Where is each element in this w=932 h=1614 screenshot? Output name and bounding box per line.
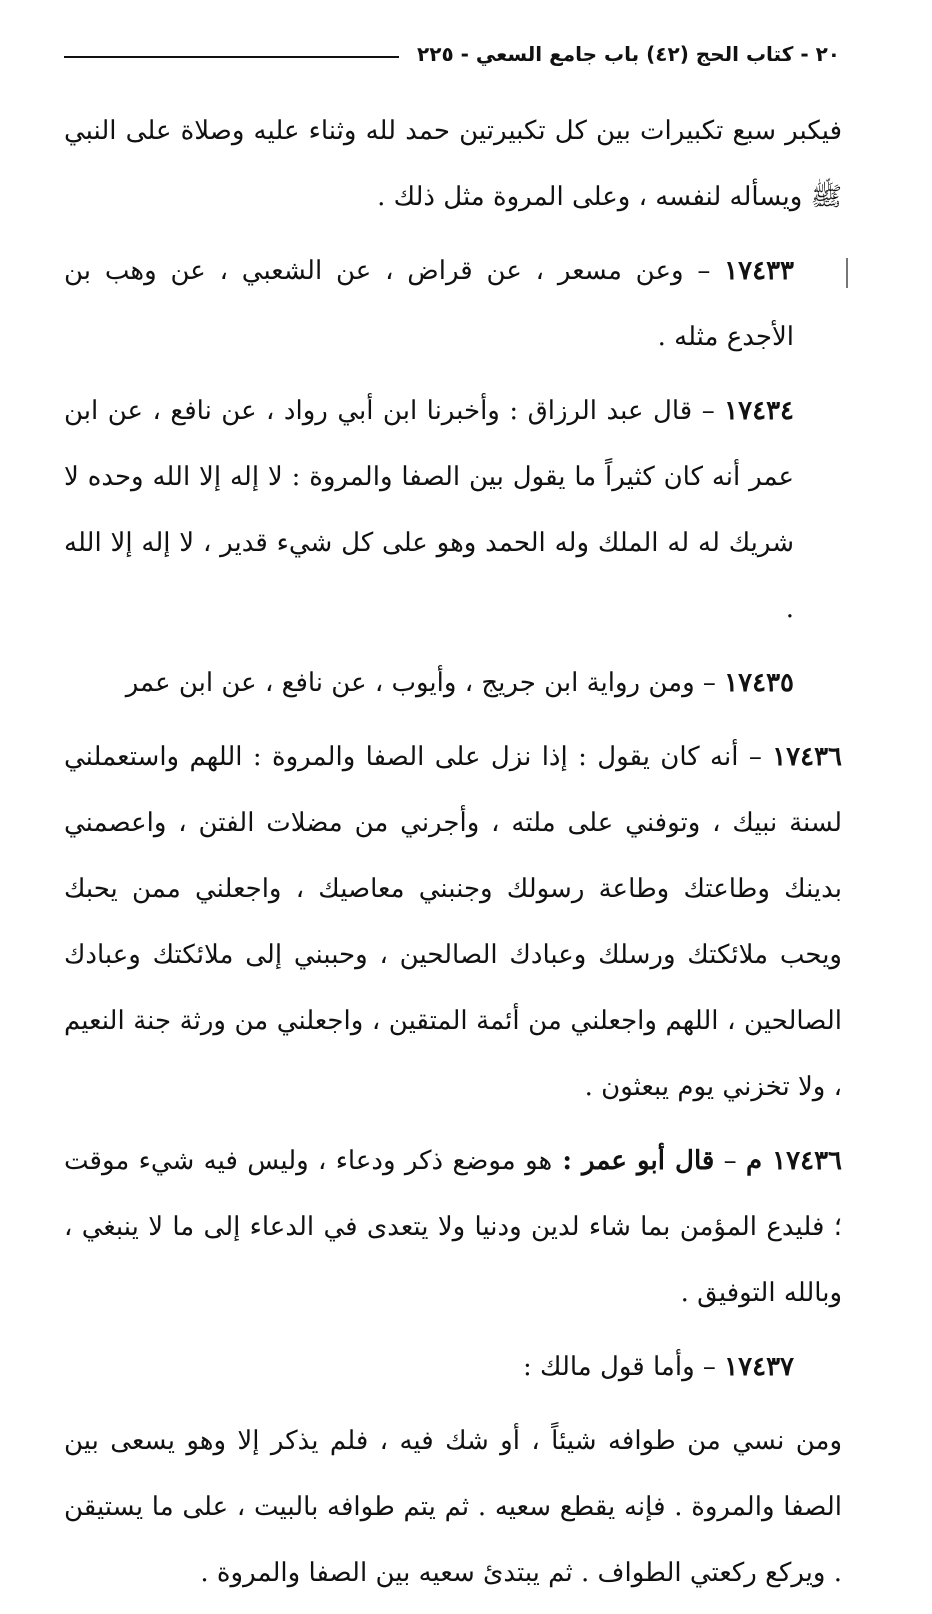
dash: –	[714, 1146, 746, 1176]
paragraph-text: هو موضع ذكر ودعاء ، وليس فيه شيء موقت ؛ فليدع المؤمن بما شاء لدين ودنيا ولا يتعدى في الدعاء إلى ما لا ينبغي ، وبالله التوفيق .	[64, 1146, 842, 1308]
paragraph-text: وعن مسعر ، عن قراض ، عن الشعبي ، عن وهب بن الأجدع مثله .	[64, 256, 794, 352]
paragraph-17436m	[64, 1128, 842, 1326]
paragraph-text: أنه كان يقول : إذا نزل على الصفا والمروة : اللهم واستعملني لسنة نبيك ، وتوفني على ملته ، وأجرني من مضلات الفتن ، واعصمني بدينك وطاعتك وطاعة رسولك وجنبني معاصيك ، واجعلني ممن يحبك ويحب ملائكتك ورسلك وعبادك الصالحين ، وحببني إلى ملائكتك وعبادك الصالحين ، اللهم واجعلني من أئمة المتقين ، واجعلني من ورثة جنة النعيم ، ولا تخزني يوم يبعثون .	[64, 742, 842, 1102]
margin-mark	[846, 258, 848, 288]
dash: –	[683, 256, 725, 286]
paragraph-17437	[64, 1334, 842, 1400]
paragraph-text: وأما قول مالك :	[523, 1352, 695, 1382]
paragraph-17436	[64, 724, 842, 1120]
hadith-number: ١٧٤٣٧	[724, 1352, 794, 1382]
dash: –	[738, 742, 773, 772]
hadith-number: ١٧٤٣٥	[724, 668, 794, 698]
paragraph-17433	[64, 238, 842, 370]
hadith-number: ١٧٤٣٦ م	[745, 1146, 842, 1176]
hadith-number: ١٧٤٣٦	[772, 742, 843, 772]
paragraph-17435	[64, 650, 842, 716]
paragraph-malik-quote	[64, 1408, 842, 1606]
paragraph-1	[64, 98, 842, 230]
paragraph-text: ومن نسي من طوافه شيئاً ، أو شك فيه ، فلم يذكر إلا وهو يسعى بين الصفا والمروة . فإنه يقطع سعيه . ثم يتم طوافه بالبيت ، على ما يستيقن . ويركع ركعتي الطواف . ثم يبتدئ سعيه بين الصفا والمروة .	[64, 1426, 842, 1588]
running-header: ٢٠ - كتاب الحج (٤٢) باب جامع السعي - ٢٢٥	[417, 42, 840, 66]
paragraph-text: قال عبد الرزاق : وأخبرنا ابن أبي رواد ، عن نافع ، عن ابن عمر أنه كان كثيراً ما يقول بين الصفا والمروة : لا إله إلا الله وحده لا شريك له له الملك وله الحمد وهو على كل شيء قدير ، لا إله إلا الله .	[64, 396, 795, 624]
paragraph-text: فيكبر سبع تكبيرات بين كل تكبيرتين حمد لله وثناء عليه وصلاة على النبي ﷺ ويسأله لنفسه ، وعلى المروة مثل ذلك .	[64, 116, 842, 212]
dash: –	[694, 668, 725, 698]
page-header	[64, 34, 840, 74]
hadith-number: ١٧٤٣٣	[724, 256, 794, 286]
dash: –	[692, 396, 725, 426]
paragraph-17434	[64, 378, 842, 642]
hadith-number: ١٧٤٣٤	[724, 396, 794, 426]
page-body	[64, 98, 842, 1614]
speaker-label: قال أبو عمر :	[552, 1146, 715, 1176]
paragraph-text: ومن رواية ابن جريج ، وأيوب ، عن نافع ، عن ابن عمر	[125, 668, 695, 698]
header-rule	[64, 56, 399, 58]
dash: –	[694, 1352, 725, 1382]
